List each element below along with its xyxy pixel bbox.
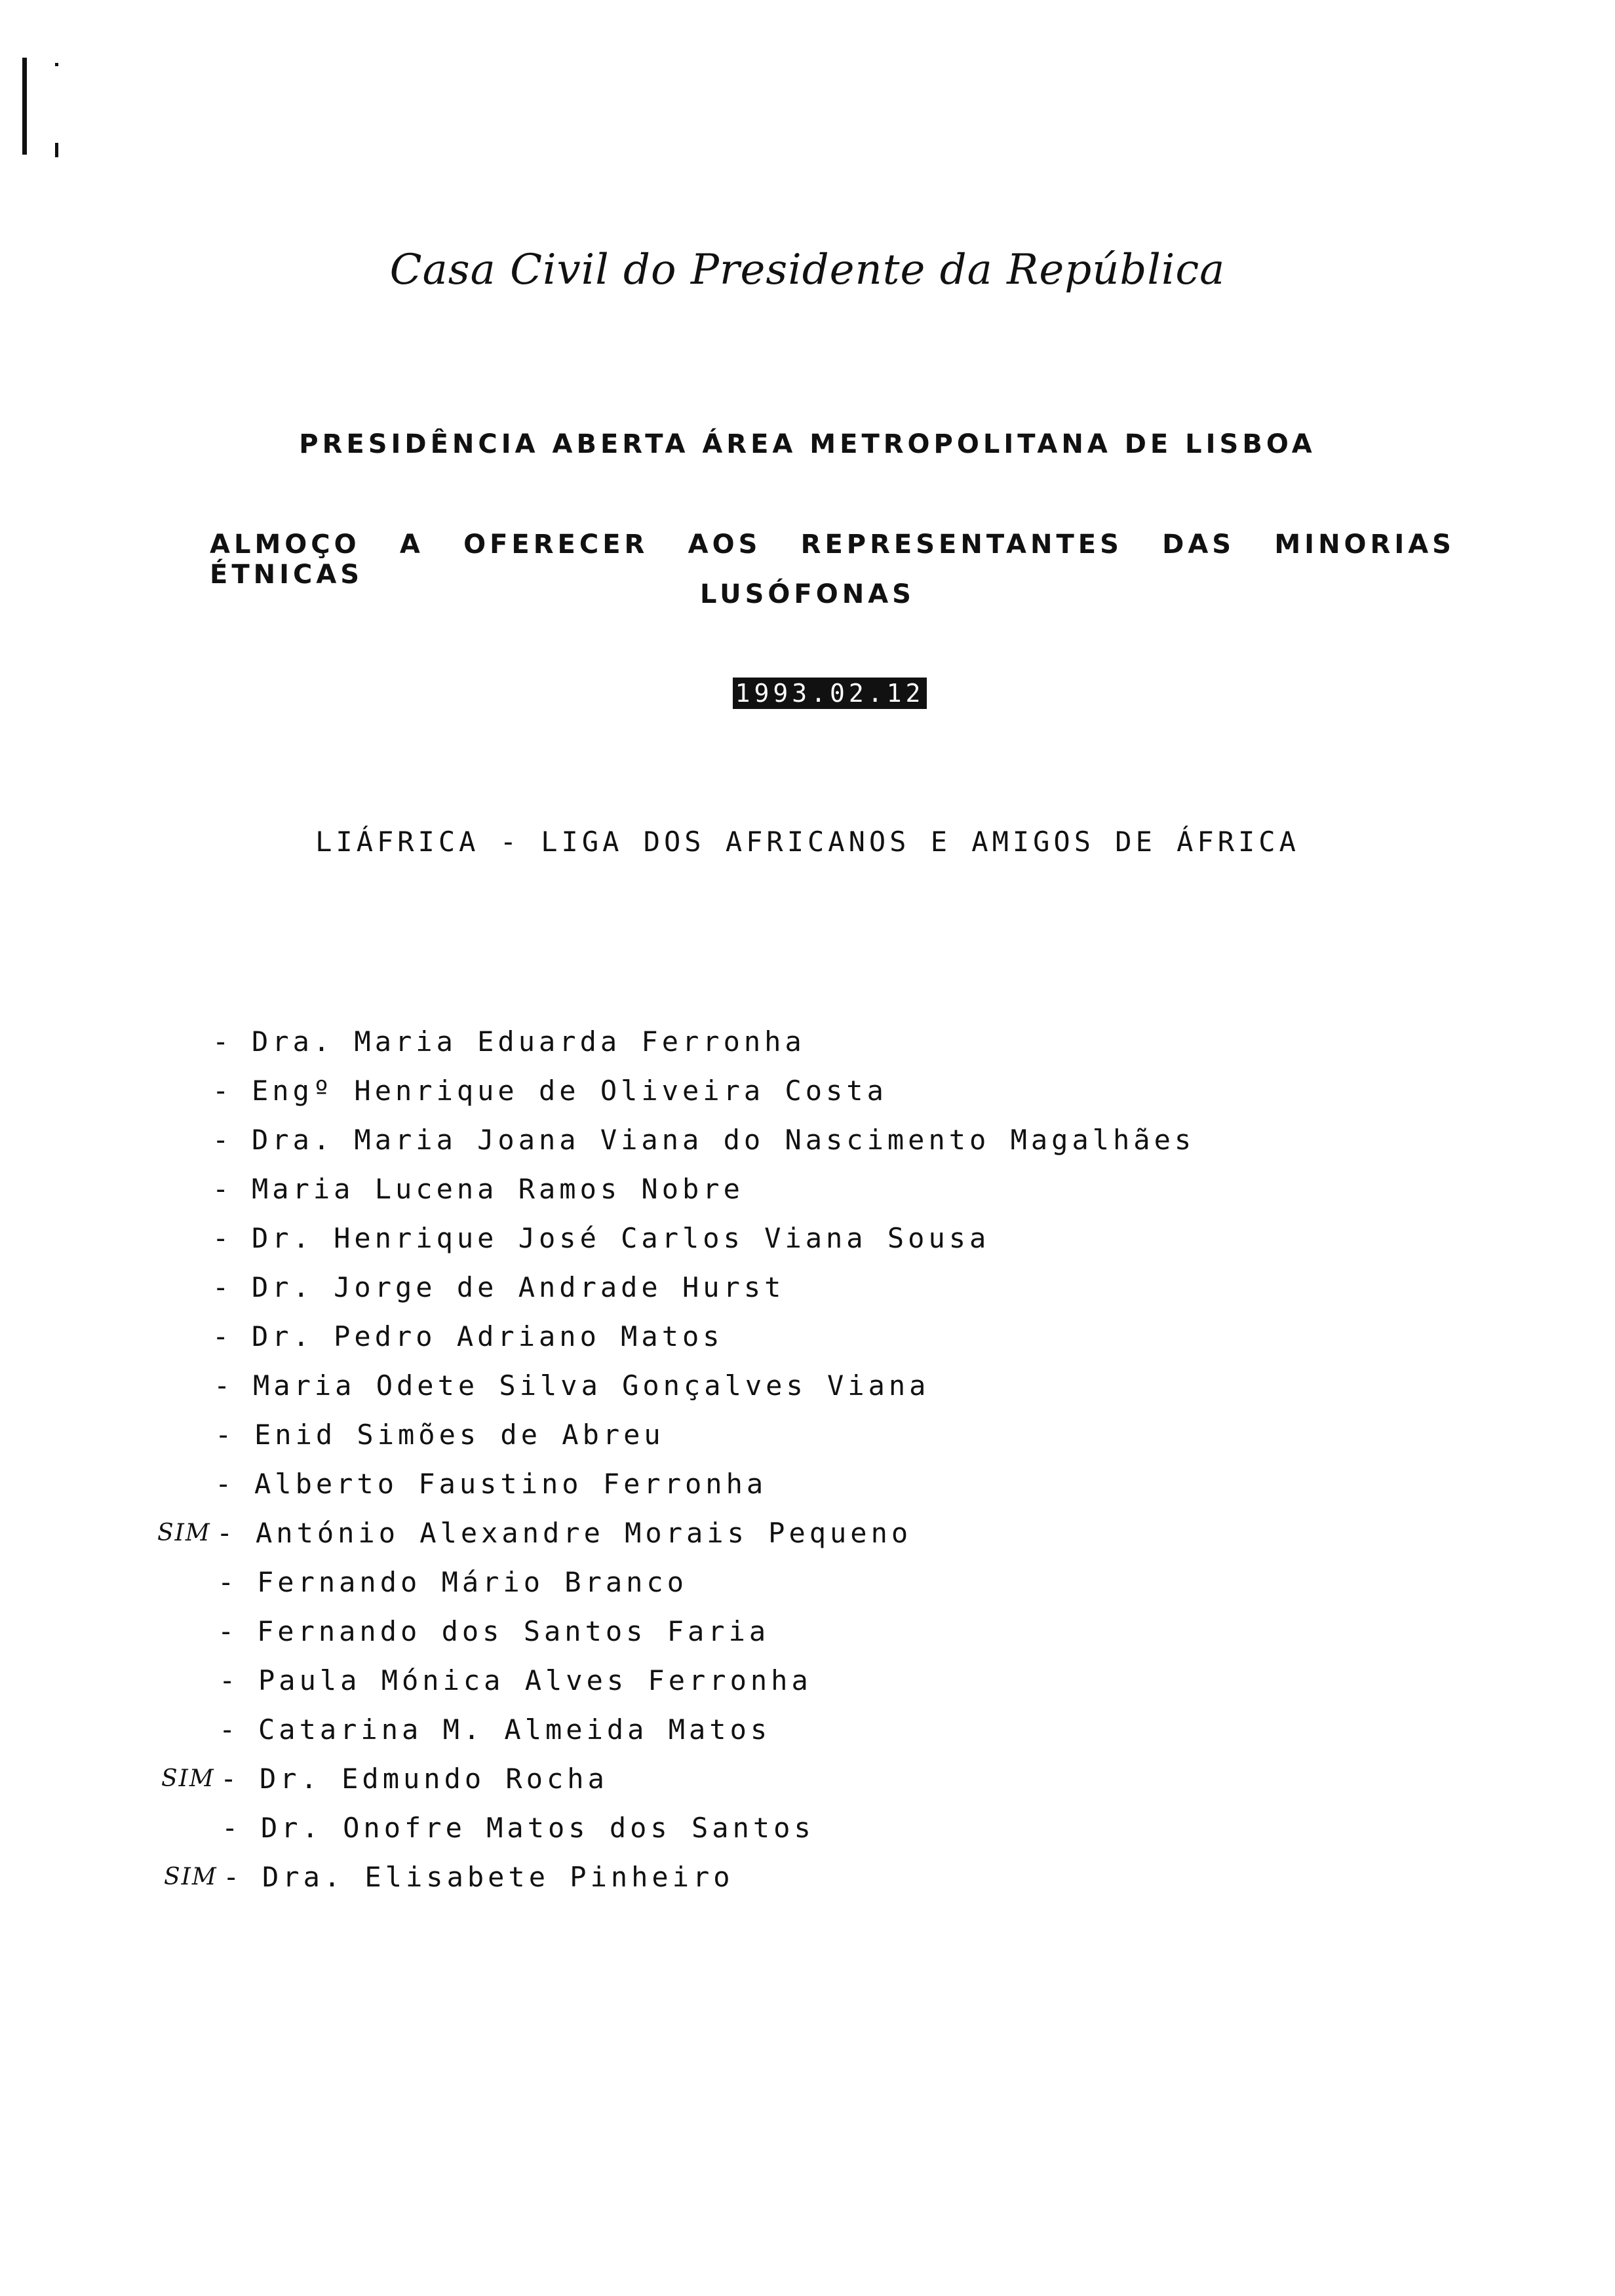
list-dash: - [220, 1763, 241, 1795]
heading-subtitle-continued: LUSÓFONAS [700, 579, 915, 609]
list-item [8, 1759, 1450, 1799]
list-item [3, 1464, 1445, 1504]
attendee-name: Dr. Edmundo Rocha [260, 1763, 608, 1795]
list-dash: - [216, 1517, 237, 1549]
attendee-name: Dra. Maria Eduarda Ferronha [252, 1025, 806, 1058]
list-item [0, 1219, 1442, 1258]
list-item [0, 1170, 1442, 1209]
attendee-name: Maria Odete Silva Gonçalves Viana [253, 1369, 930, 1402]
attendee-name: Dr. Henrique José Carlos Viana Sousa [252, 1222, 990, 1254]
attendee-name: Dra. Maria Joana Viana do Nascimento Magalhães [252, 1124, 1196, 1156]
attendee-name: Dr. Onofre Matos dos Santos [261, 1812, 815, 1844]
list-item [7, 1710, 1449, 1750]
list-item [0, 1268, 1442, 1307]
list-dash: - [222, 1812, 243, 1844]
letterhead: Casa Civil do Presidente da República [389, 246, 1226, 294]
attendee-name: Dr. Jorge de Andrade Hurst [252, 1271, 785, 1303]
list-dash: - [212, 1124, 233, 1156]
attendee-name: Dra. Elisabete Pinheiro [262, 1861, 734, 1893]
list-dash: - [219, 1713, 240, 1746]
attendee-name: Alberto Faustino Ferronha [254, 1468, 768, 1500]
organization-title: LIÁFRICA - LIGA DOS AFRICANOS E AMIGOS DE ÁFRICA [315, 826, 1300, 858]
list-dash: - [215, 1468, 236, 1500]
list-item [4, 1514, 1446, 1553]
attendee-name: Maria Lucena Ramos Nobre [252, 1173, 744, 1205]
handwritten-mark: SIM [157, 1520, 211, 1546]
handwritten-mark: SIM [161, 1765, 215, 1792]
list-dash: - [212, 1025, 233, 1058]
attendee-name: Engº Henrique de Oliveira Costa [252, 1075, 887, 1107]
list-dash: - [219, 1664, 240, 1696]
list-item [7, 1661, 1449, 1700]
attendee-name: Enid Simões de Abreu [254, 1419, 665, 1451]
list-item [0, 1071, 1442, 1111]
list-dash: - [214, 1369, 235, 1402]
list-item [1, 1366, 1443, 1406]
list-dash: - [212, 1271, 233, 1303]
list-dash: - [212, 1222, 233, 1254]
attendee-name: Catarina M. Almeida Matos [258, 1713, 771, 1746]
list-item [9, 1808, 1451, 1848]
binder-mark [55, 143, 58, 157]
list-dash: - [212, 1075, 233, 1107]
list-dash: - [223, 1861, 244, 1893]
list-dash: - [218, 1566, 239, 1598]
binder-mark [22, 58, 27, 155]
attendee-name: Paula Mónica Alves Ferronha [258, 1664, 812, 1696]
list-item [10, 1858, 1452, 1897]
list-item [0, 1120, 1442, 1160]
attendee-name: António Alexandre Morais Pequeno [256, 1517, 912, 1549]
list-dash: - [212, 1173, 233, 1205]
heading-title: PRESIDÊNCIA ABERTA ÁREA METROPOLITANA DE LISBOA [299, 429, 1316, 459]
list-item [5, 1612, 1447, 1651]
attendee-name: Dr. Pedro Adriano Matos [252, 1320, 724, 1352]
handwritten-mark: SIM [164, 1864, 218, 1890]
list-item [0, 1317, 1442, 1356]
heading-subtitle-text: ALMOÇO A OFERECER AOS REPRESENTANTES DAS MINORIAS ÉTNICAS [210, 529, 1455, 590]
list-item [5, 1563, 1447, 1602]
list-dash: - [212, 1320, 233, 1352]
date-stamp: 1993.02.12 [733, 678, 927, 709]
attendee-name: Fernando Mário Branco [257, 1566, 688, 1598]
list-dash: - [218, 1615, 239, 1647]
attendee-name: Fernando dos Santos Faria [257, 1615, 770, 1647]
list-item [3, 1415, 1445, 1455]
binder-mark [55, 63, 58, 66]
list-item [0, 1022, 1442, 1062]
list-dash: - [215, 1419, 236, 1451]
